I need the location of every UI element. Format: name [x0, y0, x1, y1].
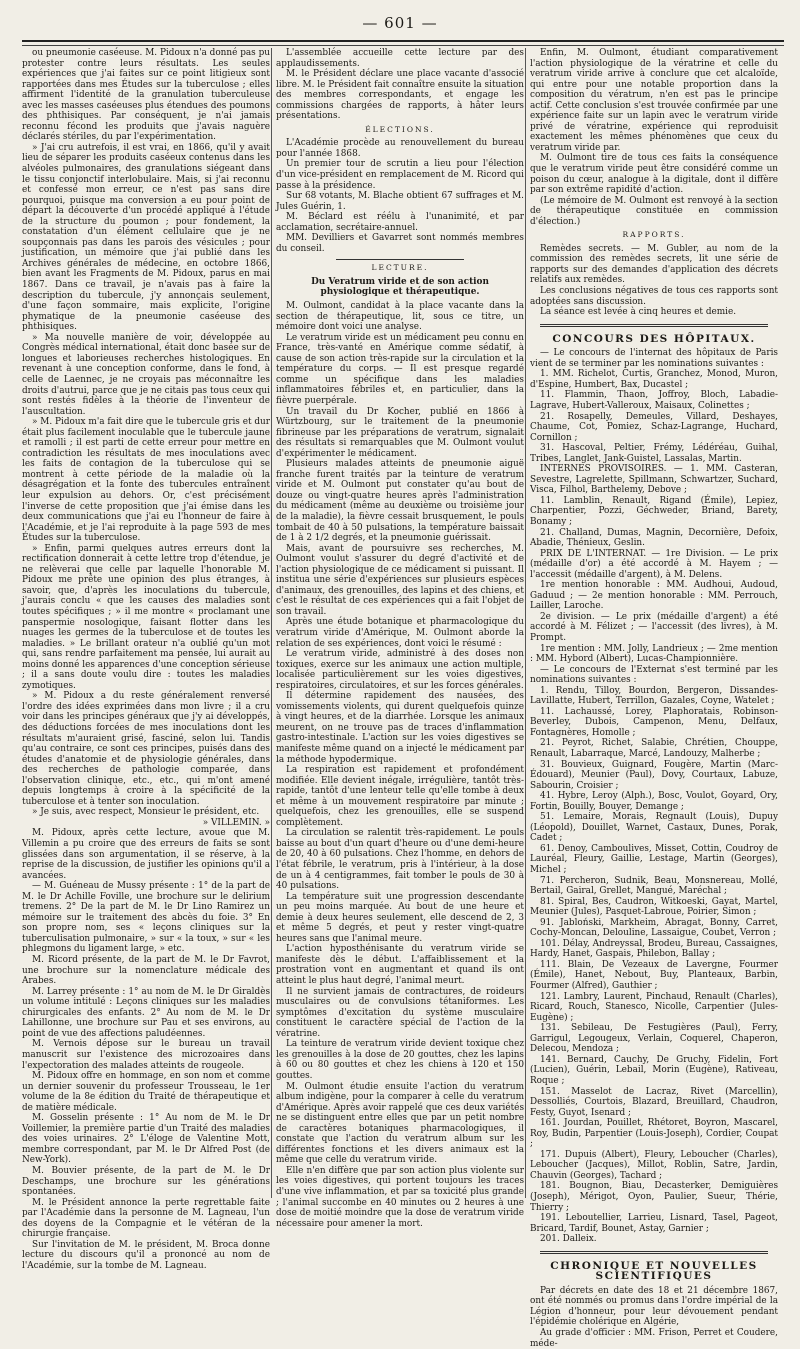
closing-line: » Je suis, avec respect, Monsieur le président, etc. [32, 807, 260, 818]
paragraph: La teinture de veratrum viride devient toxique chez les grenouilles à la dose de 20 gouttes, chez les lapins à 60 ou 80 gouttes et chez les chiens à 120 et 150 gouttes. [276, 1039, 524, 1081]
paragraph: M. Larrey présente : 1° au nom de M. le Dr Giraldès un volume intitulé : Leçons cliniques sur les maladies chirurgicales des enfants. 2° Au nom de M. le Dr Lahillonne, une brochure sur Pau et ses environs, au point de vue des affections paludéennes. [22, 986, 270, 1039]
list-item: 81. Spiral, Bes, Caudron, Witkoeski, Gayat, Martel, Meunier (Jules), Pasquet-Labroue, Poirier, Simon ; [530, 896, 778, 918]
paragraph: Un travail du Dr Kocher, publié en 1866 à Würtzbourg, sur le traitement de la pneumonie fibrineuse par les préparations de veratrum, signalait des résultats si remarquables que M. Oulmont voulut d'expérimenter le médicament. [276, 406, 524, 459]
list-item: 111. Blain, De Vezeaux de Lavergne, Fourmer (Émile), Hanet, Nebout, Buy, Planteaux, Barbin, Fourmer (Alfred), Gauthier ; [530, 959, 778, 992]
column-3 [530, 48, 778, 1349]
list-item: 141. Bernard, Cauchy, De Gruchy, Fidelin, Fort (Lucien), Guérin, Lebail, Morin (Eugène), Rativeau, Roque ; [530, 1054, 778, 1086]
list-item: 1. MM. Richelot, Curtis, Granchez, Monod, Muron, d'Espine, Humbert, Bax, Ducastel ; [530, 369, 778, 390]
paragraph: Les conclusions négatives de tous ces rapports sont adoptées sans discussion. [530, 286, 778, 307]
paragraph: Enfin, M. Oulmont, étudiant comparativement l'action physiologique de la vératrine et celle du veratrum viride arrive à conclure que cet alcaloïde, qui entre pour une notable proportion dans la composition du vératrum, n'en est pas le principe actif. Cette conclusion s'est trouvée confirmée par une expérience faite sur un lapin avec le veratrum viride privé de vératrine, expérience qui reproduisit exactement les mêmes phénomènes que ceux du veratrum viride par. [530, 48, 778, 153]
paragraph: (Le mémoire de M. Oulmont est renvoyé à la section de thérapeutique constituée en commission d'élection.) [530, 195, 778, 227]
section-rule [540, 324, 768, 327]
paragraph: Plusieurs malades atteints de pneumonie aiguë franche furent traités par la teinture de veratrum viride et M. Oulmont put constater qu'au bout de douze ou vingt-quatre heures après l'administration du médicament (même au deuxième ou troisième jour de la maladie), la fièvre cessait brusquement, le pouls tombait de 40 à 50 pulsations, la température baissait de 1 à 2 1/2 degrés, et la pneumonie guérissait. [276, 459, 524, 544]
list-item: 61. Denoy, Camboulives, Misset, Cottin, Coudroy de Lauréal, Fleury, Gaillie, Lestage, Martin (Georges), Michel ; [530, 843, 778, 876]
paragraph: Après une étude botanique et pharmacologique du veratrum viride d'Amérique, M. Oulmont aborde la relation de ses expériences, dont voici le résumé : [276, 617, 524, 649]
section-heading-lecture: LECTURE. [371, 263, 429, 273]
section-heading-elections: ÉLECTIONS. [365, 124, 435, 134]
paragraph: M. Gosselin présente : 1° Au nom de M. le Dr Voillemier, la première partie d'un Traité des maladies des voies urinaires. 2° L'éloge de Valentine Mott, membre correspondant, par M. le Dr Alfred Post (de New-York). [22, 1113, 270, 1166]
list-item: 71. Percheron, Sudnik, Beau, Monsnereau, Mollé, Bertail, Gairal, Grellet, Mangué, Maréchal ; [530, 875, 778, 897]
paragraph: Remèdes secrets. — M. Gubler, au nom de la commission des remèdes secrets, lit une série de rapports sur des demandes d'application des décrets relatifs aux remèdes. [530, 243, 778, 286]
section-rule [336, 259, 464, 260]
paragraph: — M. Guéneau de Mussy présente : 1° de la part de M. le Dr Achille Foville, une brochure sur le delirium tremens. 2° De la part de M. le Dr Lino Ramirez un mémoire sur le traitement des abcès du foie. 3° En son propre nom, ses « leçons cliniques sur la tuberculisation pulmonaire, » sur « la toux, » sur « les phlegmons du ligament large, » etc. [22, 881, 270, 955]
list-item: 181. Bougnon, Biau, Decasterker, Demiguières (Joseph), Mérigot, Oyon, Paulier, Sueur, Thérie, Thierry ; [530, 1181, 778, 1213]
list-item: 91. Jabloński, Markheim, Abragat, Bonny, Carret, Cochy-Moncan, Delouline, Lassaigue, Coubet, Verron ; [530, 917, 778, 939]
list-item: 201. Dalleix. [540, 1234, 597, 1245]
list-item: 21. Challand, Dumas, Magnin, Decornière, Defoix, Abadie, Thénieux, Geslin. [530, 527, 778, 549]
paragraph: M. Oulmont, candidat à la place vacante dans la section de thérapeutique, lit, sous ce titre, un mémoire dont voici une analyse. [276, 301, 524, 333]
section-heading-concours: CONCOURS DES HÔPITAUX. [552, 332, 756, 345]
paragraph: M. Pidoux offre en hommage, en son nom et comme un dernier souvenir du professeur Trousseau, le 1er volume de la 8e édition du Traité de thérapeutique et de matière médicale. [22, 1071, 270, 1113]
paragraph: M. Béclard est réélu à l'unanimité, et par acclamation, secrétaire-annuel. [276, 212, 524, 233]
list-item: 31. Hascoval, Peltier, Frémy, Lédéréau, Guihal, Tribes, Langlet, Jank-Guistel, Lassalas, Martin. [530, 443, 778, 464]
page-number: — 601 — [362, 14, 438, 32]
list-item: 151. Masselot de Lacraz, Rivet (Marcellin), Dessolliés, Courtois, Blazard, Breuillard, Chaudron, Festy, Guyot, Isenard ; [530, 1086, 778, 1118]
paragraph: 1re mention honorable : MM. Audhoui, Audoud, Gaduud ; — 2e mention honorable : MM. Perrouch, Lailler, Laroche. [530, 580, 778, 612]
paragraph: Mais, avant de poursuivre ses recherches, M. Oulmont voulut s'assurer du degré d'activité et de l'action physiologique de ce médicament si puissant. Il institua une série d'expériences sur plusieurs espèces d'animaux, des grenouilles, des lapins et des chiens, et c'est le résultat de ces expériences qui a fait l'objet de son travail. [276, 543, 524, 617]
paragraph: Sur l'invitation de M. le président, M. Broca donne lecture du discours qu'il a prononcé au nom de l'Académie, sur la tombe de M. Lagneau. [22, 1239, 270, 1271]
paragraph: » Ma nouvelle manière de voir, développée au Congrès médical international, était donc basée sur de longues et laborieuses recherches histologiques. En revenant à une conception conforme, dans le fond, à celle de Laennec, je ne croyais pas méconnaître les droits d'autrui, parce que je ne citais pas tous ceux qui sont restés fidèles à la théorie de l'inventeur de l'auscultation. [22, 332, 270, 417]
list-item: 11. Lamblin, Renault, Rigand (Émile), Lepiez, Charpentier, Pozzi, Géchweder, Briand, Barety, Bonamy ; [530, 495, 778, 527]
paragraph: Elle n'en diffère que par son action plus violente sur les voies digestives, qui portent toujours les traces d'une vive inflammation, et par sa toxicité plus grande ; l'animal succombe en 40 minutes ou 2 heures à une dose de moitié moindre que la dose de veratrum viride nécessaire pour amener la mort. [276, 1165, 524, 1229]
paragraph: L'action hyposthénisante du veratrum viride se manifeste dès le début. L'affaiblissement et la prostration vont en augmentant et quand ils ont atteint le plus haut degré, l'animal meurt. [276, 944, 524, 987]
list-item: 121. Lambry, Laurent, Pinchaud, Renault (Charles), Ricard, Rouch, Stanesco, Nicolle, Carpentier (Jules-Eugène) ; [530, 991, 778, 1023]
paragraph: M. le Président annonce la perte regrettable faite par l'Académie dans la personne de M. Lagneau, l'un des doyens de la Compagnie et le vétéran de la chirurgie française. [22, 1197, 270, 1240]
paragraph: Un premier tour de scrutin a lieu pour l'élection d'un vice-président en remplacement de M. Ricord qui passe à la présidence. [276, 159, 524, 191]
section-rule [540, 1251, 768, 1254]
paragraph: La température suit une progression descendante un peu moins marquée. Au bout de une heure et demie à deux heures seulement, elle descend de 2, 3 et même 5 degrés, et peut y rester vingt-quatre heures sans que l'animal meure. [276, 891, 524, 944]
paragraph: Sur 68 votants, M. Blache obtient 67 suffrages et M. Jules Guérin, 1. [276, 191, 524, 212]
paragraph: M. le Président déclare une place vacante d'associé libre. M. le Président fait connaître ensuite la situation des membres correspondants, et engage les commissions chargées de rapports, à hâter leurs présentations. [276, 69, 524, 122]
article-title: Du Veratrum viride et de son action physiologique et thérapeutique. [311, 276, 489, 298]
paragraph: M. Ricord présente, de la part de M. le Dr Favrot, une brochure sur la nomenclature médicale des Arabes. [22, 955, 270, 987]
list-item: 41. Hybre, Leroy (Alph.), Bosc, Voulot, Goyard, Ory, Fortin, Bouilly, Bouyer, Demange ; [530, 791, 778, 812]
paragraph: La respiration est rapidement et profondément modifiée. Elle devient inégale, irrégulière, tantôt très-rapide, tantôt d'une lenteur telle qu'elle tombe à deux et même à un mouvement respiratoire par minute ; quelquefois, chez les grenouilles, elle se suspend complètement. [276, 765, 524, 828]
paragraph: Par décrets en date des 18 et 21 décembre 1867, ont été nommés ou promus dans l'ordre impérial de la Légion d'honneur, pour leur dévouement pendant l'épidémie cholérique en Algérie, [530, 1285, 778, 1328]
list-item: INTERNES PROVISOIRES. — 1. MM. Casteran, Sevestre, Lagrelette, Spillmann, Schwartzer, Suchard, Visca, Filhol, Barthelemy, Debove ; [530, 464, 778, 496]
paragraph: 1re mention : MM. Jolly, Landrieux ; — 2me mention : MM. Hybord (Albert), Lucas-Championnière. [530, 643, 778, 665]
list-item: 171. Dupuis (Albert), Fleury, Leboucher (Charles), Leboucher (Jacques), Millot, Roblin, Satre, Jardin, Chauvin (Georges), Tachard ; [530, 1149, 778, 1181]
paragraph: » Enfin, parmi quelques autres erreurs dont la rectification donnerait à cette lettre trop d'étendue, je ne relèverai que celle par laquelle l'honorable M. Pidoux me prête une opinion des plus étranges, à savoir, que, d'après les inoculations du tubercule, j'aurais conclu « que les causes des maladies sont toutes spécifiques ; » il me montre « proclamant une panspermie nosologique, faisant flotter dans les nuages les germes de la tuberculose et de toutes les maladies. » Le brillant orateur n'a oublié qu'un mot qui, sans rendre parfaitement ma pensée, lui aurait au moins donné les apparences d'une conception sérieuse ; il a sans doute voulu dire : toutes les maladies zymotiques. [22, 543, 270, 691]
paragraph: » J'ai cru autrefois, il est vrai, en 1866, qu'il y avait lieu de séparer les produits caséeux contenus dans les alvéoles pulmonaires, des granulations siégeant dans le tissu conjonctif interlobulaire. Mais, si j'ai reconnu et confessé mon erreur, ce n'est pas sans dire pourquoi, puisque ma conversion a eu pour point de départ la découverte d'un procédé appliqué à l'étude de la structure du poumon ; pour fondement, la constatation d'un élément cellulaire que je ne soupçonnais pas dans les parois des vésicules ; pour justification, un mémoire que j'ai publié dans les Archives générales de médecine, en octobre 1866, bien avant les Fragments de M. Pidoux, parus en mai 1867. Dans ce travail, je n'avais pas à faire la description du tubercule, j'y annonçais seulement, d'une façon sommaire, mais explicite, l'origine phymatique de la pneumonie caséeuse des phthisiques. [22, 142, 270, 333]
list-item: 21. Peyrot, Richet, Salabie, Chrétien, Chouppe, Renault, Labarraque, Marcé, Landouzy, Malherbe ; [530, 738, 778, 759]
paragraph: L'Académie procède au renouvellement du bureau pour l'année 1868. [276, 138, 524, 159]
paragraph: 2e division. — Le prix (médaille d'argent) a été accordé à M. Félizet ; — l'accessit (des livres), à M. Prompt. [530, 611, 778, 643]
paragraph: La circulation se ralentit très-rapidement. Le pouls baisse au bout d'un quart d'heure ou d'une demi-heure de 20, 40 à 60 pulsations. Chez l'homme, en dehors de l'état fébrile, le veratrum, pris à l'intérieur, à la dose de un à 4 centigrammes, fait tomber le pouls de 30 à 40 pulsations. [276, 828, 524, 892]
list-item: 101. Délay, Andreyssal, Brodeu, Bureau, Cassaignes, Hardy, Hanet, Gaspais, Philebon, Ballay ; [530, 938, 778, 960]
column-divider [525, 48, 526, 1198]
paragraph: La séance est levée à cinq heures et demie. [540, 307, 737, 318]
list-item: 1. Rendu, Tilloy, Bourdon, Bergeron, Dissandes-Lavillatte, Hubert, Terrillon, Gazales, Coyne, Watelet ; [530, 685, 778, 707]
paragraph: M. Oulmont étudie ensuite l'action du veratrum album indigène, pour la comparer à celle du veratrum d'Amérique. Après avoir rappelé que ces deux variétés ne se distinguent entre elles que par un petit nombre de caractères botaniques pharmacologiques, il constate que l'action du veratrum album sur les différentes fonctions et les divers animaux est la même que celle du veratrum viride. [276, 1081, 524, 1166]
list-item: 51. Lemaire, Morais, Regnault (Louis), Dupuy (Léopold), Douillet, Warnet, Castaux, Dunes, Porak, Cadet ; [530, 812, 778, 844]
paragraph: » M. Pidoux m'a fait dire que le tubercule gris et dur était plus facilement inoculable que le tubercule jaune et ramolli ; il est parti de cette erreur pour mettre en contradiction les résultats de mes inoculations avec les faits de contagion de la tuberculose qui se montrent à cette période de la maladie où la désagrégation et la fonte des tubercules entraînent leur expulsion au dehors. Or, c'est précisément l'inverse de cette proposition que j'ai émise dans les deux communications que j'ai eu l'honneur de faire à l'Académie, et je l'ai reproduite à la page 593 de mes Études sur la tuberculose. [22, 417, 270, 544]
list-item: 131. Sebileau, De Festugières (Paul), Ferry, Garrigul, Legougeux, Verlain, Coquerel, Chaperon, Delecou, Mendoza ; [530, 1023, 778, 1055]
paragraph: M. Pidoux, après cette lecture, avoue que M. Villemin a pu croire que des erreurs de faits se sont glissées dans son argumentation, il se réserve, à la reprise de la discussion, de justifier les opinions qu'il a avancées. [22, 828, 270, 881]
column-1 [22, 48, 270, 1271]
paragraph: M. Bouvier présente, de la part de M. le Dr Deschamps, une brochure sur les générations spontanées. [22, 1165, 270, 1198]
paragraph: » M. Pidoux a du reste généralement renversé l'ordre des idées exprimées dans mon livre ; il a cru voir dans les principes généraux que j'y ai développés, des déductions forcées de mes inoculations dont les résultats m'auraient grisé, fasciné, selon lui. Tandis qu'au contraire, ce sont ces principes, puisés dans des études d'anatomie et de physiologie générales, dans des recherches de pathologie comparée, dans l'observation clinique, etc., etc., qui m'ont amené depuis longtemps à croire à la spécificité de la tuberculose et à tenter son inoculation. [22, 691, 270, 807]
paragraph: Le veratrum viride est un médicament peu connu en France, très-vanté en Amérique comme sédatif, à cause de son action très-rapide sur la circulation et la température du corps. — Il est presque regardé comme un spécifique dans les maladies inflammatoires fébriles et, en particulier, dans la fièvre puerpérale. [276, 332, 524, 406]
list-item: 11. Flammin, Thaon, Joffroy, Bloch, Labadie-Lagrave, Hubert-Valleroux, Maisaux, Colinettes ; [530, 390, 778, 411]
list-item: 11. Lachaussé, Lorey, Plaphoratais, Robinson-Beverley, Dubois, Campenon, Menu, Delfaux, Fontagnères, Homolle ; [530, 706, 778, 738]
paragraph: L'assemblée accueille cette lecture par des applaudissements. [276, 48, 524, 69]
paragraph: Au grade d'officier : MM. Frison, Perret et Coudere, méde- [530, 1327, 778, 1349]
paragraph: MM. Devilliers et Gavarret sont nommés membres du conseil. [276, 233, 524, 254]
column-divider [271, 48, 272, 1198]
paragraph: Le veratrum viride, administré à des doses non toxiques, exerce sur les animaux une action multiple, localisée particulièrement sur les voies digestives, respiratoires, circulatoires, et sur les forces générales. [276, 649, 524, 691]
section-heading-rapports: RAPPORTS. [622, 230, 686, 240]
column-2 [276, 48, 524, 1229]
paragraph: Il ne survient jamais de contractures, de roideurs musculaires ou de convulsions tétaniformes. Les symptômes d'excitation du système musculaire constituent le caractère spécial de l'action de la vératrine. [276, 986, 524, 1039]
paragraph: — Le concours de l'Externat s'est terminé par les nominations suivantes : [530, 664, 778, 686]
list-item: 161. Jourdan, Pouillet, Rhétoret, Boyron, Mascarel, Roy, Budin, Parpentier (Louis-Joseph), Cordier, Coupat ; [530, 1118, 778, 1150]
list-item: 31. Bouvieux, Guignard, Fougère, Martin (Marc-Édouard), Meunier (Paul), Dovy, Courtaux, Labuze, Sabourin, Croisier ; [530, 759, 778, 791]
list-item: 21. Rosapelly, Demeules, Villard, Deshayes, Chaume, Cot, Pomiez, Schaz-Lagrange, Huchard, Cornillon ; [530, 411, 778, 443]
paragraph: M. Vernois dépose sur le bureau un travail manuscrit sur l'existence des microzoaires dans l'expectoration des malades atteints de rougeole. [22, 1039, 270, 1071]
section-heading-chronique: CHRONIQUE ET NOUVELLES SCIENTIFIQUES [550, 1259, 758, 1283]
paragraph: Il détermine rapidement des nausées, des vomissements violents, qui durent quelquefois quinze à vingt heures, et de la diarrhée. Lorsque les animaux meurent, on ne trouve pas de traces d'inflammation gastro-intestinale. L'action sur les voies digestives se manifeste même quand on a injecté le médicament par la méthode hypodermique. [276, 691, 524, 765]
paragraph: PRIX DE L'INTERNAT. — 1re Division. — Le prix (médaille d'or) a été accordé à M. Hayem ; — l'accessit (médaille d'argent), à M. Delens. [530, 548, 778, 580]
signature: » VILLEMIN. » [202, 817, 270, 828]
paragraph: — Le concours de l'internat des hôpitaux de Paris vient de se terminer par les nominations suivantes : [530, 348, 778, 369]
paragraph: ou pneumonie caséeuse. M. Pidoux n'a donné pas pu protester contre leurs résultats. Les seules expériences que j'ai faites sur ce point litigieux sont rapportées dans mes Études sur la tuberculose ; elles affirment l'identité de la granulation tuberculeuse avec les masses caséeuses plus étendues des poumons des phthisiques. Par conséquent, je n'ai jamais reconnu fécond les produits que j'avais naguère déclarés stériles, du par l'expérimentation. [22, 48, 270, 143]
paragraph: M. Oulmont tire de tous ces faits la conséquence que le veratrum viride peut être considéré comme un poison du cœur, analogue à la digitale, dont il diffère par son extrême rapidité d'action. [530, 153, 778, 196]
list-item: 191. Leboutellier, Larrieu, Lisnard, Tasel, Pageot, Bricard, Tardif, Bounet, Astay, Garnier ; [530, 1213, 778, 1234]
header-rule [22, 40, 784, 46]
